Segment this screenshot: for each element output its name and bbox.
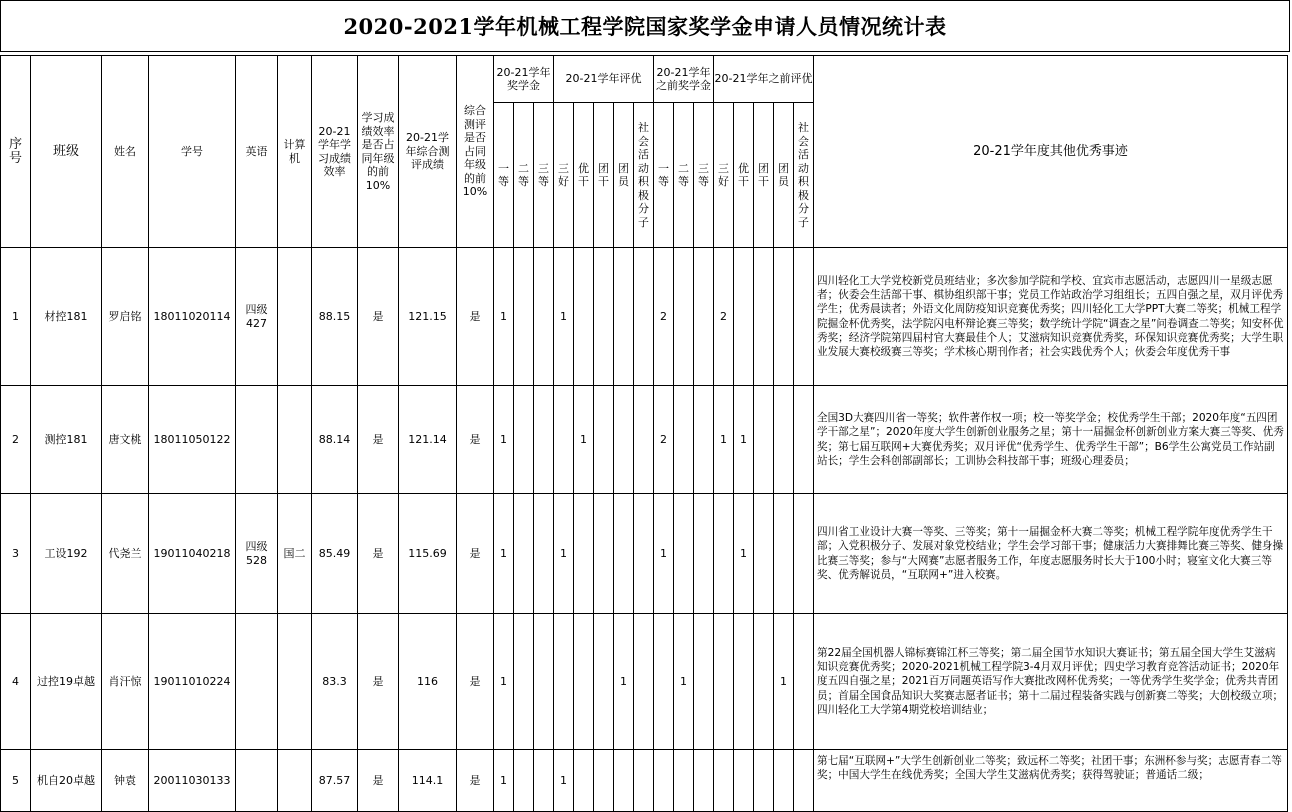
- row-index: 5: [1, 750, 31, 812]
- row-count-h3: [594, 494, 614, 614]
- row-count-b2: [674, 494, 694, 614]
- row-class: 过控19卓越: [31, 614, 102, 750]
- table-row: [1, 248, 1288, 386]
- row-count-b3: [694, 494, 714, 614]
- row-count-s2: [514, 248, 534, 386]
- row-gpa-top10: 是: [358, 248, 399, 386]
- row-student-id: 19011040218: [149, 494, 236, 614]
- row-count-s3: [534, 750, 554, 812]
- row-name: 代尧兰: [102, 494, 149, 614]
- sub-header-third: 三等: [534, 103, 554, 248]
- row-count-s2: [514, 750, 534, 812]
- row-count-h5: [634, 494, 654, 614]
- header-honors-before: 20-21学年之前评优: [714, 56, 814, 103]
- row-count-b2: [674, 248, 694, 386]
- row-count-b3: [694, 750, 714, 812]
- sub-header-tuanyuan: 团员: [774, 103, 794, 248]
- row-count-b1: [654, 750, 674, 812]
- row-english: 四级528: [236, 494, 278, 614]
- header-row-1: [1, 56, 1288, 103]
- row-gpa-top10: 是: [358, 750, 399, 812]
- row-count-bh2: 1: [734, 386, 754, 494]
- row-count-h3: [594, 386, 614, 494]
- row-count-h2: 1: [574, 386, 594, 494]
- row-computer: [278, 750, 312, 812]
- row-count-b3: [694, 248, 714, 386]
- row-count-h1: 1: [554, 248, 574, 386]
- row-comprehensive-score: 115.69: [399, 494, 457, 614]
- row-gpa-top10: 是: [358, 494, 399, 614]
- row-other-deeds: 第七届“互联网+”大学生创新创业二等奖；致远杯二等奖；社团干事；东洲杯参与奖；志愿青春二等奖；中国大学生在线优秀奖；全国大学生艾滋病优秀奖；获得驾驶证；普通话二级；: [814, 750, 1288, 812]
- row-count-h5: [634, 386, 654, 494]
- row-count-bh2: [734, 248, 754, 386]
- row-name: 肖汗惊: [102, 614, 149, 750]
- row-count-h1: [554, 386, 574, 494]
- row-count-bh2: [734, 750, 754, 812]
- row-count-bh5: [794, 750, 814, 812]
- row-name: 唐文桃: [102, 386, 149, 494]
- row-class: 测控181: [31, 386, 102, 494]
- row-count-h5: [634, 750, 654, 812]
- row-count-s2: [514, 614, 534, 750]
- row-count-s1: 1: [494, 614, 514, 750]
- header-gpa-top10: 学习成绩效率是否占同年级的前10%: [358, 56, 399, 248]
- row-count-bh3: [754, 248, 774, 386]
- row-count-h2: [574, 614, 594, 750]
- row-computer: [278, 248, 312, 386]
- row-student-id: 18011020114: [149, 248, 236, 386]
- row-comprehensive-score: 121.15: [399, 248, 457, 386]
- row-count-s3: [534, 386, 554, 494]
- row-comp-top10: 是: [457, 614, 494, 750]
- row-count-b2: [674, 750, 694, 812]
- sub-header-social: 社会活动积极分子: [634, 103, 654, 248]
- row-count-bh3: [754, 386, 774, 494]
- row-count-b3: [694, 614, 714, 750]
- row-count-bh1: 2: [714, 248, 734, 386]
- row-count-bh4: [774, 494, 794, 614]
- row-count-h2: [574, 750, 594, 812]
- row-count-bh4: [774, 248, 794, 386]
- row-name: 罗启铭: [102, 248, 149, 386]
- row-count-h2: [574, 494, 594, 614]
- row-english: [236, 614, 278, 750]
- table-row: [1, 750, 1288, 812]
- sub-header-tuangan: 团干: [754, 103, 774, 248]
- row-count-bh5: [794, 614, 814, 750]
- sub-header-social: 社会活动积极分子: [794, 103, 814, 248]
- row-count-b3: [694, 386, 714, 494]
- row-count-s3: [534, 494, 554, 614]
- row-computer: 国二: [278, 494, 312, 614]
- row-count-bh1: 1: [714, 386, 734, 494]
- row-student-id: 20011030133: [149, 750, 236, 812]
- header-student-id: 学号: [149, 56, 236, 248]
- sheet-title: 2020-2021学年机械工程学院国家奖学金申请人员情况统计表: [0, 0, 1290, 52]
- row-count-bh5: [794, 494, 814, 614]
- row-class: 工设192: [31, 494, 102, 614]
- row-count-bh2: [734, 614, 754, 750]
- row-count-h4: 1: [614, 614, 634, 750]
- header-scholarship-before: 20-21学年之前奖学金: [654, 56, 714, 103]
- row-count-h3: [594, 248, 614, 386]
- row-count-s1: 1: [494, 494, 514, 614]
- sub-header-third: 三等: [694, 103, 714, 248]
- header-other-deeds: 20-21学年度其他优秀事迹: [814, 56, 1288, 248]
- sub-header-second: 二等: [674, 103, 694, 248]
- row-computer: [278, 386, 312, 494]
- row-gpa-efficiency: 88.15: [312, 248, 358, 386]
- row-comp-top10: 是: [457, 248, 494, 386]
- header-comprehensive: 20-21学年综合测评成绩: [399, 56, 457, 248]
- row-gpa-efficiency: 83.3: [312, 614, 358, 750]
- row-class: 机自20卓越: [31, 750, 102, 812]
- row-gpa-efficiency: 85.49: [312, 494, 358, 614]
- sub-header-sanhao: 三好: [714, 103, 734, 248]
- row-other-deeds: 四川轻化工大学党校新党员班结业；多次参加学院和学校、宜宾市志愿活动，志愿四川一星级志愿者；伙委会生活部干事、棋协组织部干事；党员工作站政治学习组组长；五四自强之星，双月评优秀学生；优秀晨读者；外语文化周防疫知识竞赛优秀奖；四川轻化工大学PPT大赛二等奖；机械工程学院掘金杯优秀奖，法学院闪电杯辩论赛三等奖；数学统计学院“调查之星”问卷调查二等奖；知安杯优秀奖；经济学院第四届村官大赛最佳个人；艾滋病知识竞赛优秀奖，环保知识竞赛优秀奖；大学生职业发展大赛校级赛三等奖；学术核心期刊作者；社会实践优秀个人；伙委会年度优秀干事: [814, 248, 1288, 386]
- row-count-s1: 1: [494, 386, 514, 494]
- row-index: 4: [1, 614, 31, 750]
- row-count-bh4: [774, 386, 794, 494]
- row-count-bh1: [714, 750, 734, 812]
- header-comp-top10: 综合测评是否占同年级的前10%: [457, 56, 494, 248]
- row-count-s2: [514, 494, 534, 614]
- row-gpa-top10: 是: [358, 614, 399, 750]
- row-count-s2: [514, 386, 534, 494]
- table-row: [1, 494, 1288, 614]
- row-count-s1: 1: [494, 750, 514, 812]
- sub-header-sanhao: 三好: [554, 103, 574, 248]
- sub-header-yougan: 优干: [574, 103, 594, 248]
- row-count-h4: [614, 248, 634, 386]
- header-english: 英语: [236, 56, 278, 248]
- row-gpa-top10: 是: [358, 386, 399, 494]
- row-index: 2: [1, 386, 31, 494]
- row-count-h2: [574, 248, 594, 386]
- applicants-table: [0, 55, 1288, 812]
- row-count-h1: 1: [554, 750, 574, 812]
- header-honors-2021: 20-21学年评优: [554, 56, 654, 103]
- row-count-bh4: 1: [774, 614, 794, 750]
- row-english: [236, 750, 278, 812]
- row-comp-top10: 是: [457, 494, 494, 614]
- row-index: 1: [1, 248, 31, 386]
- row-count-s1: 1: [494, 248, 514, 386]
- header-name: 姓名: [102, 56, 149, 248]
- row-count-h1: [554, 614, 574, 750]
- row-count-h4: [614, 386, 634, 494]
- sub-header-tuangan: 团干: [594, 103, 614, 248]
- row-computer: [278, 614, 312, 750]
- header-class: 班级: [31, 56, 102, 248]
- sub-header-second: 二等: [514, 103, 534, 248]
- header-gpa-efficiency: 20-21学年学习成绩效率: [312, 56, 358, 248]
- row-count-b1: 2: [654, 386, 674, 494]
- row-english: [236, 386, 278, 494]
- sub-header-first: 一等: [654, 103, 674, 248]
- row-count-b2: 1: [674, 614, 694, 750]
- row-count-bh4: [774, 750, 794, 812]
- row-comp-top10: 是: [457, 386, 494, 494]
- row-count-bh5: [794, 248, 814, 386]
- row-gpa-efficiency: 87.57: [312, 750, 358, 812]
- table-row: [1, 614, 1288, 750]
- row-count-bh1: [714, 614, 734, 750]
- row-index: 3: [1, 494, 31, 614]
- row-comprehensive-score: 114.1: [399, 750, 457, 812]
- row-count-bh1: [714, 494, 734, 614]
- row-count-h3: [594, 614, 614, 750]
- row-count-h5: [634, 614, 654, 750]
- row-count-b1: 2: [654, 248, 674, 386]
- sub-header-yougan: 优干: [734, 103, 754, 248]
- row-other-deeds: 第22届全国机器人锦标赛锦江杯三等奖；第二届全国节水知识大赛证书；第五届全国大学生艾滋病知识竞赛优秀奖；2020-2021机械工程学院3-4月双月评优；四史学习教育竞答活动证书；2020年度五四自强之星；2021百万同题英语写作大赛批改网杯优秀奖；一等优秀学生奖学金；优秀共青团员；首届全国食品知识大奖赛志愿者证书；第十二届过程装备实践与创新赛二等奖；大创校级立项；四川轻化工大学第4期党校培训结业；: [814, 614, 1288, 750]
- row-count-h1: 1: [554, 494, 574, 614]
- row-class: 材控181: [31, 248, 102, 386]
- sub-header-first: 一等: [494, 103, 514, 248]
- row-name: 钟袁: [102, 750, 149, 812]
- header-computer: 计算机: [278, 56, 312, 248]
- row-count-s3: [534, 248, 554, 386]
- row-count-h4: [614, 494, 634, 614]
- row-count-h5: [634, 248, 654, 386]
- row-count-b2: [674, 386, 694, 494]
- row-count-bh2: 1: [734, 494, 754, 614]
- row-gpa-efficiency: 88.14: [312, 386, 358, 494]
- row-count-bh3: [754, 494, 774, 614]
- row-count-bh3: [754, 614, 774, 750]
- row-other-deeds: 四川省工业设计大赛一等奖、三等奖；第十一届掘金杯大赛二等奖；机械工程学院年度优秀学生干部；入党积极分子、发展对象党校结业；学生会学习部干事；健康活力大赛排舞比赛三等奖、健身操比赛三等奖；参与“大网赛”志愿者服务工作，年度志愿服务时长大于100小时；寝室文化大赛三等奖、优秀解说员，“互联网+”进入校赛。: [814, 494, 1288, 614]
- row-student-id: 18011050122: [149, 386, 236, 494]
- row-comp-top10: 是: [457, 750, 494, 812]
- row-other-deeds: 全国3D大赛四川省一等奖；软件著作权一项；校一等奖学金；校优秀学生干部；2020年度“五四团学干部之星”；2020年度大学生创新创业服务之星；第十一届掘金杯创新创业方案大赛三等奖、优秀奖；第七届互联网+大赛优秀奖；双月评优“优秀学生、优秀学生干部”；B6学生公寓党员工作站副站长；学生会科创部副部长；工训协会科技部干事；班级心理委员；: [814, 386, 1288, 494]
- row-student-id: 19011010224: [149, 614, 236, 750]
- row-comprehensive-score: 116: [399, 614, 457, 750]
- row-count-s3: [534, 614, 554, 750]
- row-comprehensive-score: 121.14: [399, 386, 457, 494]
- row-count-b1: [654, 614, 674, 750]
- row-count-bh5: [794, 386, 814, 494]
- row-count-h4: [614, 750, 634, 812]
- row-count-h3: [594, 750, 614, 812]
- sub-header-tuanyuan: 团员: [614, 103, 634, 248]
- header-index: 序号: [1, 56, 31, 248]
- row-english: 四级427: [236, 248, 278, 386]
- header-scholarship-2021: 20-21学年奖学金: [494, 56, 554, 103]
- table-row: [1, 386, 1288, 494]
- row-count-b1: 1: [654, 494, 674, 614]
- row-count-bh3: [754, 750, 774, 812]
